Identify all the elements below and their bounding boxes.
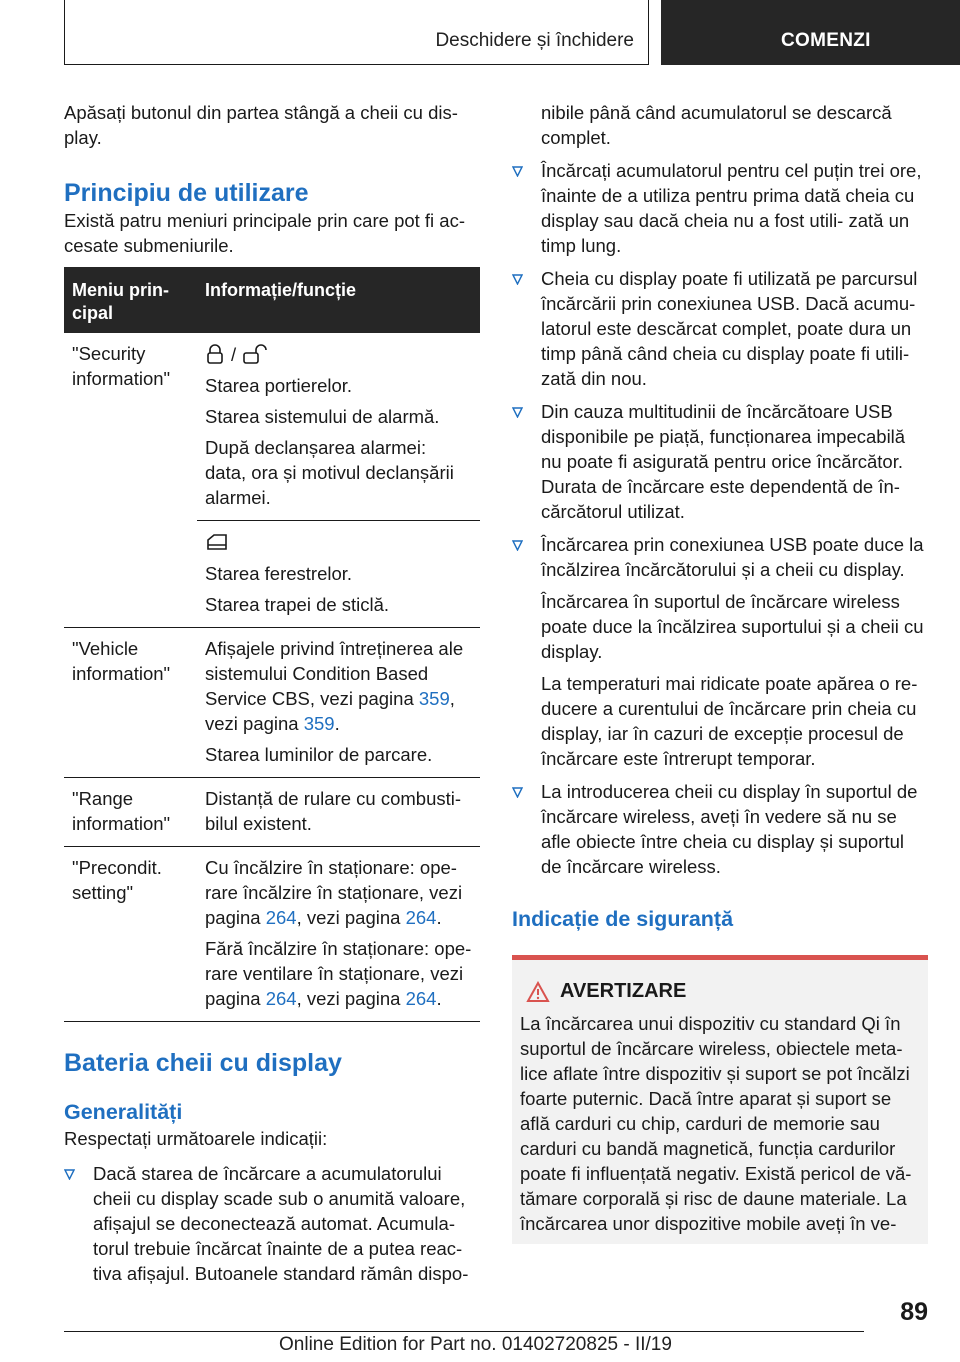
footer-edition: Online Edition for Part no. 01402720825 - II/19 — [279, 1334, 672, 1355]
security-line: Starea portierelor. — [205, 375, 353, 396]
header-chapter-title: COMENZI — [781, 30, 871, 51]
warning-text: La încărcarea unui dispozitiv cu standard Qi în suportul de încărcare wireless, obiectele meta‐ lice aflate între dispozitiv și suport se pot încălzi foarte puternic. Dacă între aparat și suport se află carduri cu chip, carduri de memorie sau carduri cu bandă magnetică, funcția cardurilor poate fi influențată negativ. Există pericol de vă‐ tămare corporală și risc de daune materiale. La încărcarea unor dispozitive mobile aveți în ve‐ — [520, 1013, 912, 1234]
warning-title: AVERTIZARE — [560, 980, 687, 1002]
window-line: Starea trapei de sticlă. — [205, 594, 390, 615]
page-link[interactable]: 359 — [418, 688, 450, 709]
icon-separator: / — [231, 343, 237, 365]
menu-table — [64, 267, 480, 1022]
row-info-windows — [197, 521, 480, 628]
header-section-title: Deschidere și închidere — [435, 30, 634, 51]
warning-box — [512, 955, 928, 1244]
principle-text: Există patru meniuri principale prin care pot fi ac‐ cesate submeniurile. — [64, 210, 466, 256]
continued-text: nibile până când acumulatorul se descarcă complet. — [541, 102, 892, 148]
bullet-triangle-icon — [512, 166, 523, 177]
bullet-triangle-icon — [512, 540, 523, 551]
table-row — [64, 628, 480, 778]
window-line: Starea ferestrelor. — [205, 563, 353, 584]
bullet-triangle-icon — [512, 274, 523, 285]
table-row — [64, 778, 480, 847]
vehicle-line: Starea luminilor de parcare. — [205, 744, 433, 765]
heading-principle: Principiu de utilizare — [64, 179, 309, 207]
general-text: Respectați următoarele indicații: — [64, 1128, 328, 1149]
heading-general: Generalități — [64, 1100, 183, 1124]
page-number: 89 — [900, 1298, 928, 1326]
security-line: După declanșarea alarmei: data, ora și motivul declanșării alarmei. — [205, 437, 454, 508]
table-header-info: Informație/funcție — [197, 267, 480, 333]
heading-safety: Indicație de siguranță — [512, 907, 734, 931]
right-column — [512, 100, 928, 1244]
bullet-triangle-icon — [64, 1169, 75, 1180]
list-item: Încărcați acumulatorul pentru cel puțin trei ore, înainte de a utiliza pentru prima dată cheia cu display sau dacă cheia nu a fost utili‐ zată un timp lung. — [512, 158, 928, 258]
row-label-range: "Range information" — [64, 778, 197, 847]
table-row — [64, 333, 480, 521]
row-label-security: "Security information" — [64, 333, 197, 628]
list-item: La introducerea cheii cu display în suportul de încărcare wireless, aveți în vedere să nu se afle obiecte între cheia cu display și suportul de încărcare wireless. — [512, 779, 928, 879]
intro-text: Apăsați butonul din partea stângă a cheii cu dis‐ play. — [64, 102, 458, 148]
heading-battery: Bateria cheii cu display — [64, 1049, 342, 1077]
left-column — [64, 100, 480, 1294]
header-section-tab — [64, 0, 649, 65]
row-info-vehicle: Afișajele privind întreținerea ale sistemului Condition Based Service CBS, vezi pagina 359, vezi pagina 359. Starea luminilor de parcare. — [197, 628, 480, 778]
list-item: Cheia cu display poate fi utilizată pe parcursul încărcării prin conexiunea USB. Dacă acumu‐ latorul este descărcat complet, poate dura un timp până când cheia cu display poate fi utili‐ zată din nou. — [512, 266, 928, 391]
list-item: Din cauza multitudinii de încărcătoare USB disponibile pe piață, funcționarea impecabilă nu poate fi asigurată pentru orice încărcător. Durata de încărcare este dependentă de în‐ cărcătorul utilizat. — [512, 399, 928, 524]
lock-open-icon — [242, 344, 268, 364]
footer-divider — [64, 1331, 864, 1332]
list-item: Încărcarea prin conexiunea USB poate duce la încălzirea încărcătorului și a cheii cu display. Încărcarea în suportul de încărcare wireless poate duce la încălzirea suportului și a cheii cu display. La temperaturi mai ridicate poate apărea o re‐ ducere a curentului de încărcare prin cheia cu display, iar în cazuri de excepție procesul de încărcare este întrerupt temporar. — [512, 532, 928, 771]
table-header-menu: Meniu prin‐ cipal — [64, 267, 197, 333]
car-window-icon — [205, 532, 229, 552]
bullet-triangle-icon — [512, 407, 523, 418]
warning-triangle-icon — [526, 981, 550, 1003]
lock-closed-icon — [205, 344, 225, 364]
row-info-security — [197, 333, 480, 521]
security-line: Starea sistemului de alarmă. — [205, 406, 440, 427]
bullet-triangle-icon — [512, 787, 523, 798]
header-chapter-tab — [661, 0, 960, 65]
page-link[interactable]: 264 — [405, 988, 437, 1009]
page-link[interactable]: 264 — [405, 907, 437, 928]
page-link[interactable]: 264 — [265, 988, 297, 1009]
page-link[interactable]: 264 — [265, 907, 297, 928]
row-info-range: Distanță de rulare cu combusti‐ bilul existent. — [197, 778, 480, 847]
page-link[interactable]: 359 — [303, 713, 335, 734]
table-row — [64, 847, 480, 1022]
row-label-precondit: "Precondit. setting" — [64, 847, 197, 1022]
row-label-vehicle: "Vehicle information" — [64, 628, 197, 778]
list-item: Dacă starea de încărcare a acumulatorului cheii cu display scade sub o anumită valoare, afișajul se deconectează automat. Acumula‐ torul trebuie încărcat înainte de a putea reac‐ tiva afișajul. Butoanele standard rămân dispo‐ — [64, 1161, 480, 1286]
row-info-precondit: Cu încălzire în staționare: ope‐ rare încălzire în staționare, vezi pagina 264, vezi pagina 264. Fără încălzire în staționare: ope‐ rare ventilare în staționare, vezi pagina 264, vezi pagina 264. — [197, 847, 480, 1022]
